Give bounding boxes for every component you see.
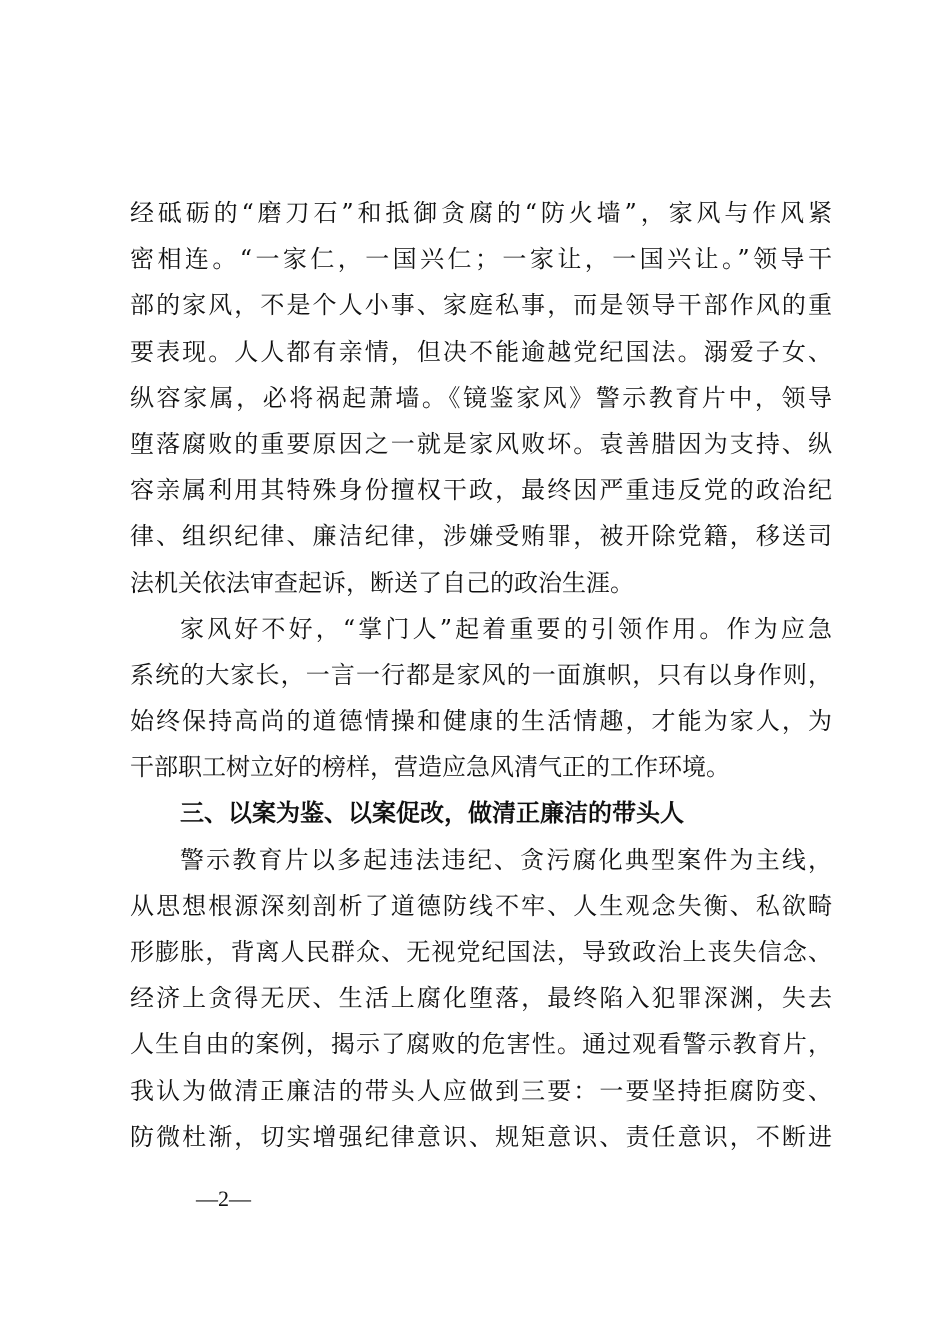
text-line: 法机关依法审查起诉，断送了自己的政治生涯。 — [130, 568, 634, 597]
text-line: 系统的大家长，一言一行都是家风的一面旗帜，只有以身作则， — [130, 660, 832, 689]
text-line: 干部职工树立好的榜样，营造应急风清气正的工作环境。 — [130, 753, 730, 782]
page-number: —2— — [196, 1186, 251, 1211]
paragraph-2 — [130, 606, 832, 791]
text-line: 容亲属利用其特殊身份擅权干政，最终因严重违反党的政治纪 — [130, 476, 832, 505]
text-line: 律、组织纪律、廉洁纪律，涉嫌受贿罪，被开除党籍，移送司 — [130, 522, 832, 551]
text-line: 我认为做清正廉洁的带头人应做到三要：一要坚持拒腐防变、 — [130, 1076, 832, 1105]
text-line: 人生自由的案例，揭示了腐败的危害性。通过观看警示教育片， — [130, 1030, 832, 1059]
text-line: 纵容家属，必将祸起萧墙。《镜鉴家风》警示教育片中，领导 — [130, 383, 832, 412]
paragraph-1 — [130, 190, 832, 606]
paragraph-3 — [130, 837, 832, 1160]
text-line: 始终保持高尚的道德情操和健康的生活情趣，才能为家人，为 — [130, 707, 832, 736]
text-line: 密相连。“一家仁，一国兴仁；一家让，一国兴让。”领导干 — [130, 245, 832, 274]
text-line: 家风好不好，“掌门人”起着重要的引领作用。作为应急 — [180, 614, 832, 643]
document-body — [130, 190, 832, 1160]
text-line: 经砥砺的“磨刀石”和抵御贪腐的“防火墙”，家风与作风紧 — [130, 199, 832, 227]
text-line: 经济上贪得无厌、生活上腐化堕落，最终陷入犯罪深渊，失去 — [130, 984, 832, 1013]
text-line: 防微杜渐，切实增强纪律意识、规矩意识、责任意识，不断进 — [130, 1122, 832, 1151]
text-line: 堕落腐败的重要原因之一就是家风败坏。袁善腊因为支持、纵 — [130, 429, 832, 458]
text-line: 警示教育片以多起违法违纪、贪污腐化典型案件为主线， — [180, 845, 832, 874]
text-line: 部的家风，不是个人小事、家庭私事，而是领导干部作风的重 — [130, 291, 832, 320]
text-line: 从思想根源深刻剖析了道德防线不牢、人生观念失衡、私欲畸 — [130, 891, 832, 920]
text-line: 形膨胀，背离人民群众、无视党纪国法，导致政治上丧失信念、 — [130, 938, 832, 966]
section-heading: 三、以案为鉴、以案促改，做清正廉洁的带头人 — [180, 799, 684, 828]
text-line: 要表现。人人都有亲情，但决不能逾越党纪国法。溺爱子女、 — [130, 337, 832, 366]
